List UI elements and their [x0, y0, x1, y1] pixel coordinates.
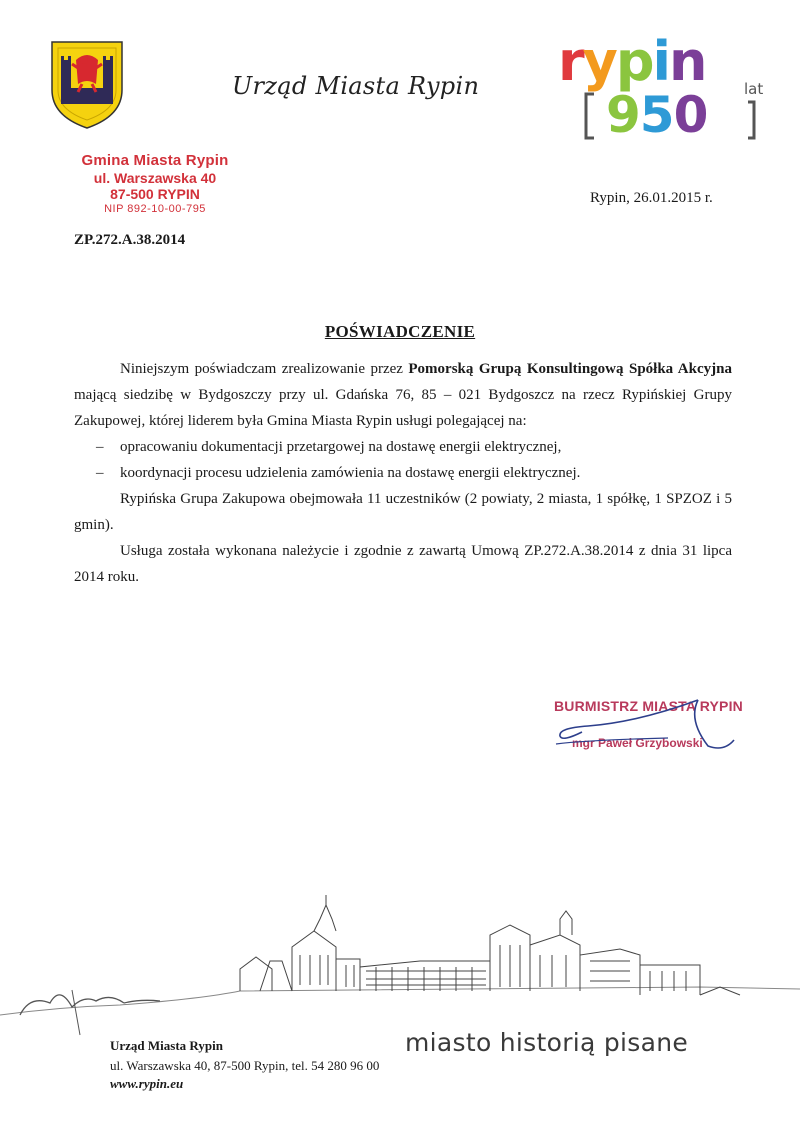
logo-letter: r — [558, 30, 583, 93]
stamp-line-1: Gmina Miasta Rypin — [81, 152, 229, 169]
paragraph-2: Rypińska Grupa Zakupowa obejmowała 11 uczestników (2 powiaty, 2 miasta, 1 spółkę, 1 SPZOZ i 5 gmin). — [74, 491, 732, 533]
address-stamp — [60, 152, 250, 215]
bullet-text-2: koordynacji procesu udzielenia zamówienia na dostawę energii elektrycznej. — [120, 465, 581, 481]
logo-letter: 9 — [606, 86, 640, 144]
letter-body — [74, 356, 732, 590]
signature-title: BURMISTRZ MIASTA RYPIN — [554, 698, 743, 714]
rypin-950-logo — [548, 28, 774, 146]
town-skyline-illustration — [0, 895, 800, 1045]
logo-letter: p — [615, 30, 653, 93]
logo-letter: y — [582, 30, 616, 93]
logo-suffix: lat — [744, 80, 764, 98]
coat-of-arms-icon — [48, 38, 126, 130]
reference-number: ZP.272.A.38.2014 — [74, 232, 186, 248]
company-name: Pomorską Grupą Konsultingową Spółka Akcyjna — [408, 361, 732, 377]
office-title: Urząd Miasta Rypin — [232, 72, 480, 100]
logo-letter: n — [669, 30, 706, 93]
footer-website-link[interactable]: www.rypin.eu — [110, 1076, 184, 1091]
signature-stamp — [548, 690, 748, 760]
bullet-dash: – — [96, 465, 104, 481]
logo-letter: i — [652, 30, 670, 93]
footer-address: ul. Warszawska 40, 87-500 Rypin, tel. 54 280 96 00 — [110, 1058, 380, 1073]
stamp-line-4: NIP 892-10-00-795 — [104, 203, 206, 215]
list-item — [74, 434, 732, 460]
bullet-text-1: opracowaniu dokumentacji przetargowej na dostawę energii elektrycznej, — [120, 439, 562, 455]
paragraph-3: Usługa została wykonana należycie i zgodnie z zawartą Umową ZP.272.A.38.2014 z dnia 31 lipca 2014 roku. — [74, 543, 732, 585]
list-item — [74, 460, 732, 486]
logo-letter: 0 — [673, 86, 708, 144]
document-title: POŚWIADCZENIE — [324, 322, 476, 341]
signature-name: mgr Paweł Grzybowski — [572, 736, 703, 750]
paragraph-1-rest: mającą siedzibę w Bydgoszczy przy ul. Gdańska 76, 85 – 021 Bydgoszcz na rzecz Rypińskiej Grupy Zakupowej, której liderem była Gmina Miasta Rypin usługi polegającej na: — [74, 387, 732, 429]
footer-office-name: Urząd Miasta Rypin — [110, 1038, 223, 1053]
bullet-dash: – — [96, 439, 104, 455]
stamp-line-2: ul. Warszawska 40 — [93, 170, 217, 186]
paragraph-1-start: Niniejszym poświadczam zrealizowanie przez — [120, 361, 409, 377]
logo-word — [558, 30, 705, 93]
slogan: miasto historią pisane — [405, 1028, 689, 1057]
paragraph-1 — [74, 356, 732, 434]
logo-letter: 5 — [639, 86, 674, 144]
logo-number — [606, 86, 707, 144]
date-line: Rypin, 26.01.2015 r. — [590, 190, 713, 206]
stamp-line-3: 87-500 RYPIN — [110, 186, 200, 202]
signature-scribble-icon — [548, 690, 748, 760]
